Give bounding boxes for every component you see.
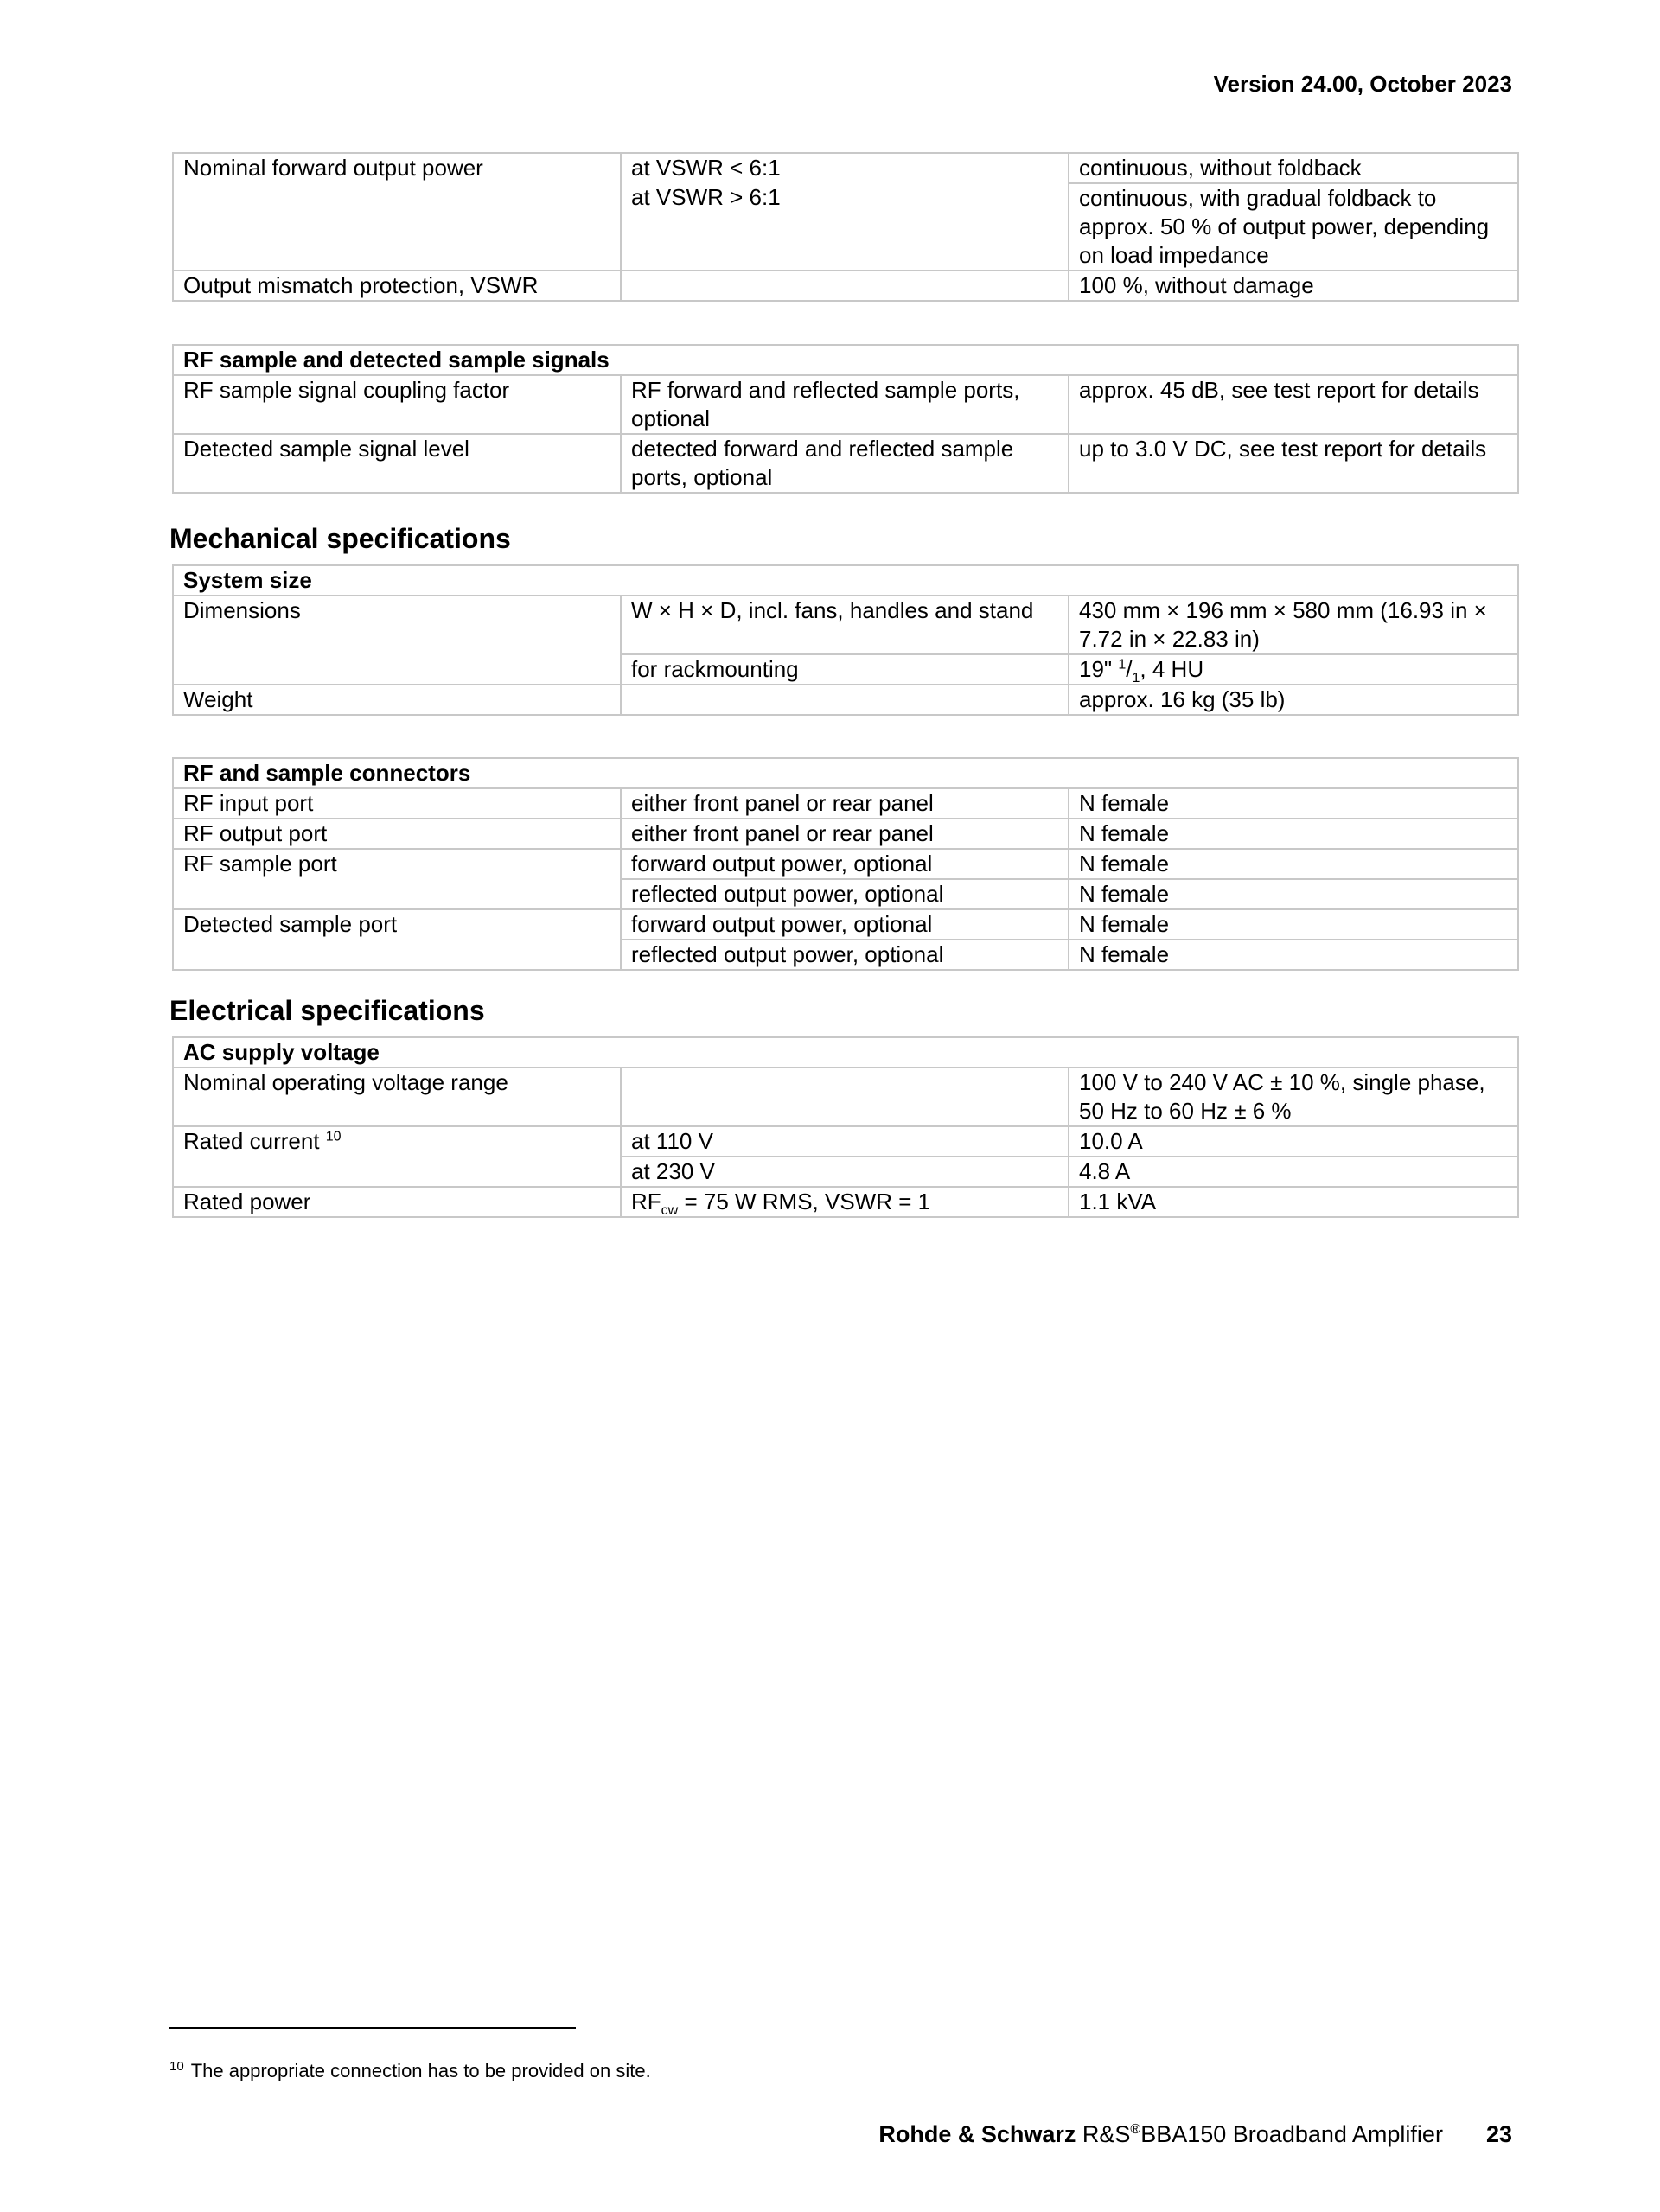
spec-condition: at 230 V xyxy=(621,1157,1069,1187)
spec-value: continuous, with gradual foldback to approx. 50 % of output power, depending on load impedance xyxy=(1069,183,1518,271)
ac-supply-table xyxy=(172,1036,1519,1218)
spec-condition: reflected output power, optional xyxy=(621,879,1069,909)
spec-condition: at 110 V xyxy=(621,1126,1069,1157)
spec-value: 100 %, without damage xyxy=(1069,271,1518,301)
footer-product: BBA150 Broadband Amplifier xyxy=(1140,2121,1443,2147)
spec-condition xyxy=(621,685,1069,715)
spec-value: N female xyxy=(1069,849,1518,879)
spec-condition xyxy=(621,1068,1069,1126)
table-title: System size xyxy=(173,565,1518,596)
spec-condition: at VSWR > 6:1 xyxy=(621,183,1069,271)
sample-signals-table xyxy=(172,344,1519,494)
spec-value: 10.0 A xyxy=(1069,1126,1518,1157)
section-heading-mechanical: Mechanical specifications xyxy=(169,523,511,554)
spec-value: N female xyxy=(1069,909,1518,940)
spec-label: Detected sample port xyxy=(173,909,621,970)
footer-brand: Rohde & Schwarz xyxy=(878,2121,1076,2147)
spec-condition: W × H × D, incl. fans, handles and stand xyxy=(621,596,1069,654)
spec-label: Detected sample signal level xyxy=(173,434,621,493)
spec-label: Nominal forward output power xyxy=(173,153,621,271)
spec-value: 19" $^1/_1$, 4 HU xyxy=(1069,654,1518,685)
spec-condition: forward output power, optional xyxy=(621,909,1069,940)
system-size-table xyxy=(172,564,1519,716)
spec-condition: reflected output power, optional xyxy=(621,940,1069,970)
table-title: RF and sample connectors xyxy=(173,758,1518,788)
spec-condition: for rackmounting xyxy=(621,654,1069,685)
spec-value: continuous, without foldback xyxy=(1069,153,1518,183)
version-header: Version 24.00, October 2023 xyxy=(1213,71,1512,97)
spec-value: N female xyxy=(1069,819,1518,849)
spec-condition xyxy=(621,271,1069,301)
spec-value: approx. 16 kg (35 lb) xyxy=(1069,685,1518,715)
spec-value: N female xyxy=(1069,788,1518,819)
footnote-divider xyxy=(169,2027,576,2029)
spec-condition: either front panel or rear panel xyxy=(621,788,1069,819)
spec-label: RF sample signal coupling factor xyxy=(173,375,621,434)
section-heading-electrical: Electrical specifications xyxy=(169,995,485,1026)
output-power-table xyxy=(172,152,1519,302)
spec-condition: either front panel or rear panel xyxy=(621,819,1069,849)
table-title: AC supply voltage xyxy=(173,1037,1518,1068)
spec-value: 430 mm × 196 mm × 580 mm (16.93 in × 7.72 in × 22.83 in) xyxy=(1069,596,1518,654)
spec-condition: forward output power, optional xyxy=(621,849,1069,879)
spec-value: up to 3.0 V DC, see test report for details xyxy=(1069,434,1518,493)
spec-condition: at VSWR < 6:1 xyxy=(621,153,1069,183)
spec-value: N female xyxy=(1069,940,1518,970)
spec-value: approx. 45 dB, see test report for details xyxy=(1069,375,1518,434)
spec-value: N female xyxy=(1069,879,1518,909)
connectors-table xyxy=(172,757,1519,971)
spec-label: Nominal operating voltage range xyxy=(173,1068,621,1126)
page-number: 23 xyxy=(1485,2121,1512,2147)
spec-label: RF output port xyxy=(173,819,621,849)
spec-condition: RF forward and reflected sample ports, optional xyxy=(621,375,1069,434)
spec-condition: detected forward and reflected sample ports, optional xyxy=(621,434,1069,493)
spec-condition: $RF_{cw} = 75$ W RMS, VSWR = 1 xyxy=(621,1187,1069,1217)
spec-label: Output mismatch protection, VSWR xyxy=(173,271,621,301)
footnote-ref: 10 xyxy=(325,1129,342,1144)
spec-label: Weight xyxy=(173,685,621,715)
footnote: $^{10}$ The appropriate connection has to be provided on site. xyxy=(169,2058,651,2081)
spec-label: Dimensions xyxy=(173,596,621,685)
spec-label: Rated power xyxy=(173,1187,621,1217)
page-footer: Rohde & Schwarz R&S®BBA150 Broadband Amplifier 23 xyxy=(878,2121,1512,2147)
spec-label: RF input port xyxy=(173,788,621,819)
spec-label: RF sample port xyxy=(173,849,621,909)
table-title: RF sample and detected sample signals xyxy=(173,345,1518,375)
spec-value: 4.8 A xyxy=(1069,1157,1518,1187)
spec-value: 1.1 kVA xyxy=(1069,1187,1518,1217)
spec-value: 100 V to 240 V AC ± 10 %, single phase, 50 Hz to 60 Hz ± 6 % xyxy=(1069,1068,1518,1126)
spec-label: Rated current $^{10}$ xyxy=(173,1126,621,1187)
